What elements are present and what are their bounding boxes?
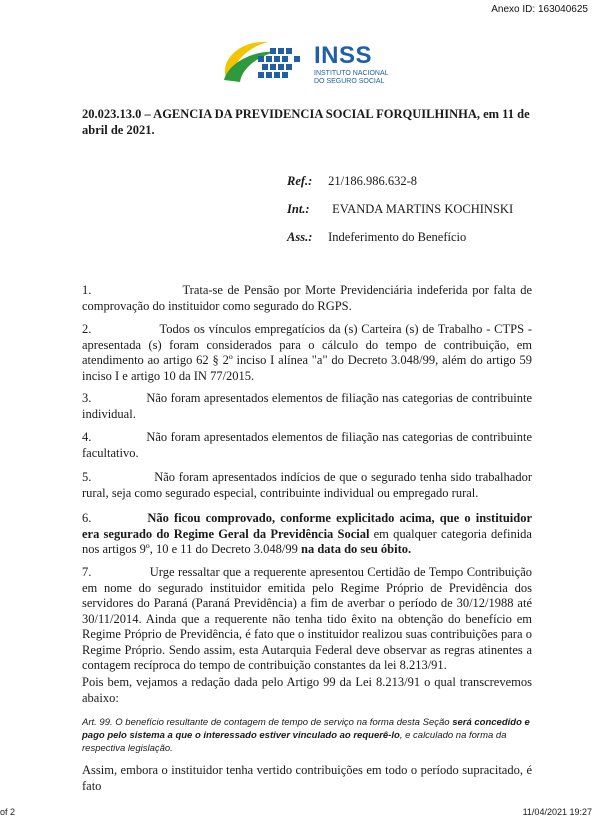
paragraph-8: Pois bem, vejamos a redação dada pelo Artigo 99 da Lei 8.213/91 o qual transcrevemos abaixo: (82, 675, 532, 705)
ass-value: Indeferimento do Benefício (328, 230, 467, 244)
annex-id: Anexo ID: 163040625 (491, 4, 588, 15)
ref-line (287, 174, 417, 189)
paragraph-1: 1. Trata-se de Pensão por Morte Previdenciária indeferida por falta de comprovação do instituidor como segurado do RGPS. (82, 283, 536, 313)
paragraph-6-number: 6. (82, 511, 92, 525)
quote-text-a: Art. 99. O benefício resultante de contagem de tempo de serviço na forma desta Seção (82, 717, 453, 728)
ass-line (287, 230, 466, 245)
paragraph-7: 7. Urge ressaltar que a requerente apresentou Certidão de Tempo Contribuição em nome do segurado instituidor emitida pelo Regime Próprio de Previdência dos servidores do Paraná (Paraná Previdência) a fim de averbar o período de 30/12/1988 até 30/11/2014. Ainda que a requerente não tenha tido êxito na obtenção do benefício em Regime Próprio de Previdência, é fato que o instituidor realizou suas contribuições para o Regime Próprio. Sendo assim, esta Autarquia Federal deve observar as regras atinentes a contagem recíproca do tempo de contribuição constantes da lei 8.213/91. (82, 565, 536, 672)
paragraph-6-bold-a: Não ficou comprovado, conforme explicitado acima, que o instituidor era segurado do Regime Geral da Previdência Social (82, 511, 532, 541)
int-value: EVANDA MARTINS KOCHINSKI (332, 202, 514, 216)
paragraph-6-bold-b: na data do seu óbito. (301, 542, 412, 556)
logo-title: INSS (314, 42, 373, 69)
logo-subtitle: INSTITUTO NACIONAL DO SEGURO SOCIAL (314, 70, 389, 85)
ref-value: 21/186.986.632-8 (328, 174, 418, 188)
inss-logo-mark (218, 34, 310, 90)
inss-logo (218, 34, 396, 90)
paragraph-9: Assim, embora o instituidor tenha vertido contribuições em todo o período supracitado, é fato (82, 763, 532, 793)
paragraph-6 (82, 511, 532, 558)
page-footer-right: 11/04/2021 19:27 (522, 807, 592, 817)
ref-label: Ref.: (287, 174, 313, 188)
paragraph-2: 2. Todos os vínculos empregatícios da (s) Carteira (s) de Trabalho - CTPS - apresentada (s) foram considerados para o cálculo do tempo de contribuição, em atendimento ao artigo 62 § 2º inciso I alínea "a" do Decreto 3.048/99, além do artigo 59 inciso I e artigo 10 da IN 77/2015. (82, 322, 536, 383)
ass-label: Ass.: (287, 230, 313, 244)
paragraph-4: 4. Não foram apresentados elementos de filiação nas categorias de contribuinte facultativo. (82, 430, 536, 460)
paragraph-6-text: em qualquer categoria definida nos artigos 9º, 10 e 11 do Decreto 3.048/99 (82, 526, 532, 556)
int-line (287, 202, 513, 217)
document-header: 20.023.13.0 – AGENCIA DA PREVIDENCIA SOCIAL FORQUILHINHA, em 11 de abril de 2021. (82, 107, 530, 137)
page-footer-left: of 2 (0, 807, 16, 817)
int-label: Int.: (287, 202, 310, 216)
law-quote (82, 716, 532, 755)
quote-text-c: , e calculado na forma da respectiva legislação. (82, 730, 507, 754)
paragraph-3: 3. Não foram apresentados elementos de filiação nas categorias de contribuinte individual. (82, 391, 536, 421)
paragraph-5: 5. Não foram apresentados indícios de que o segurado tenha sido trabalhador rural, seja como segurado especial, contribuinte individual ou empregado rural. (82, 470, 536, 500)
quote-text-bold: será concedido e pago pelo sistema a que o interessado estiver vinculado ao requerê-lo (82, 717, 530, 741)
